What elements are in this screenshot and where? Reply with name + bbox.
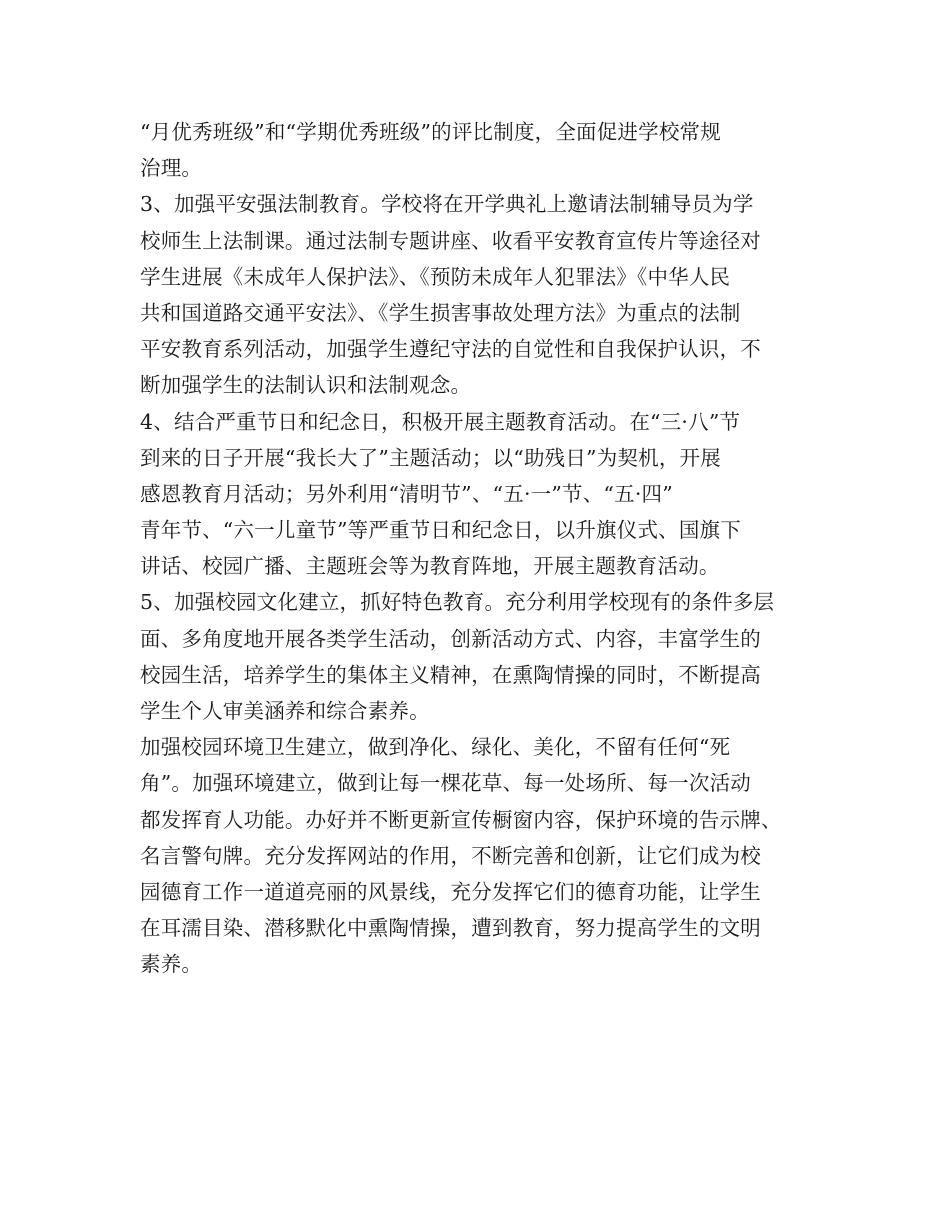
text-line: 讲话、校园广播、主题班会等为教育阵地，开展主题教育活动。	[140, 554, 720, 579]
text-line: 学生个人审美涵养和综合素养。	[140, 699, 430, 723]
body-text	[140, 114, 820, 983]
text-line: 加强校园环境卫生建立，做到净化、绿化、美化，不留有任何“死	[140, 735, 731, 760]
text-line: 感恩教育月活动；另外利用“清明节”、“五·一”节、“五·四”	[140, 481, 673, 506]
text-line: 名言警句牌。充分发挥网站的作用，不断完善和创新，让它们成为校	[140, 843, 761, 868]
text-line: 5、加强校园文化建立，抓好特色教育。充分利用学校现有的条件多层	[140, 590, 775, 615]
text-line: 到来的日子开展“我长大了”主题活动；以“助残日”为契机，开展	[140, 445, 721, 470]
text-line: 3、加强平安强法制教育。学校将在开学典礼上邀请法制辅导员为学	[140, 192, 754, 217]
text-line: 在耳濡目染、潜移默化中熏陶情操，遭到教育，努力提高学生的文明	[140, 916, 761, 941]
text-line: 面、多角度地开展各类学生活动，创新活动方式、内容，丰富学生的	[140, 626, 761, 651]
text-line: 4、结合严重节日和纪念日，积极开展主题教育活动。在“三·八”节	[140, 409, 741, 434]
text-line: 学生进展《未成年人保护法》、《预防未成年人犯罪法》《中华人民	[140, 264, 731, 289]
text-line: 断加强学生的法制认识和法制观念。	[140, 373, 472, 398]
text-line: 校园生活，培养学生的集体主义精神，在熏陶情操的同时，不断提高	[140, 662, 761, 687]
text-line: 校师生上法制课。通过法制专题讲座、收看平安教育宣传片等途径对	[140, 228, 761, 253]
text-line: 治理。	[140, 156, 203, 181]
text-line: 青年节、“六一儿童节”等严重节日和纪念日，以升旗仪式、国旗下	[140, 518, 741, 543]
text-line: 共和国道路交通平安法》、《学生损害事故处理方法》为重点的法制	[140, 300, 741, 325]
text-line: 园德育工作一道道亮丽的风景线，充分发挥它们的德育功能，让学生	[140, 879, 761, 904]
text-line: 平安教育系列活动，加强学生遵纪守法的自觉性和自我保护认识，不	[140, 337, 761, 362]
text-line: 角”。加强环境建立，做到让每一棵花草、每一处场所、每一次活动	[140, 771, 751, 796]
text-line: “月优秀班级”和“学期优秀班级”的评比制度，全面促进学校常规	[140, 120, 721, 144]
text-line: 素养。	[140, 952, 203, 977]
text-line: 都发挥育人功能。办好并不断更新宣传橱窗内容，保护环境的告示牌、	[140, 807, 782, 832]
